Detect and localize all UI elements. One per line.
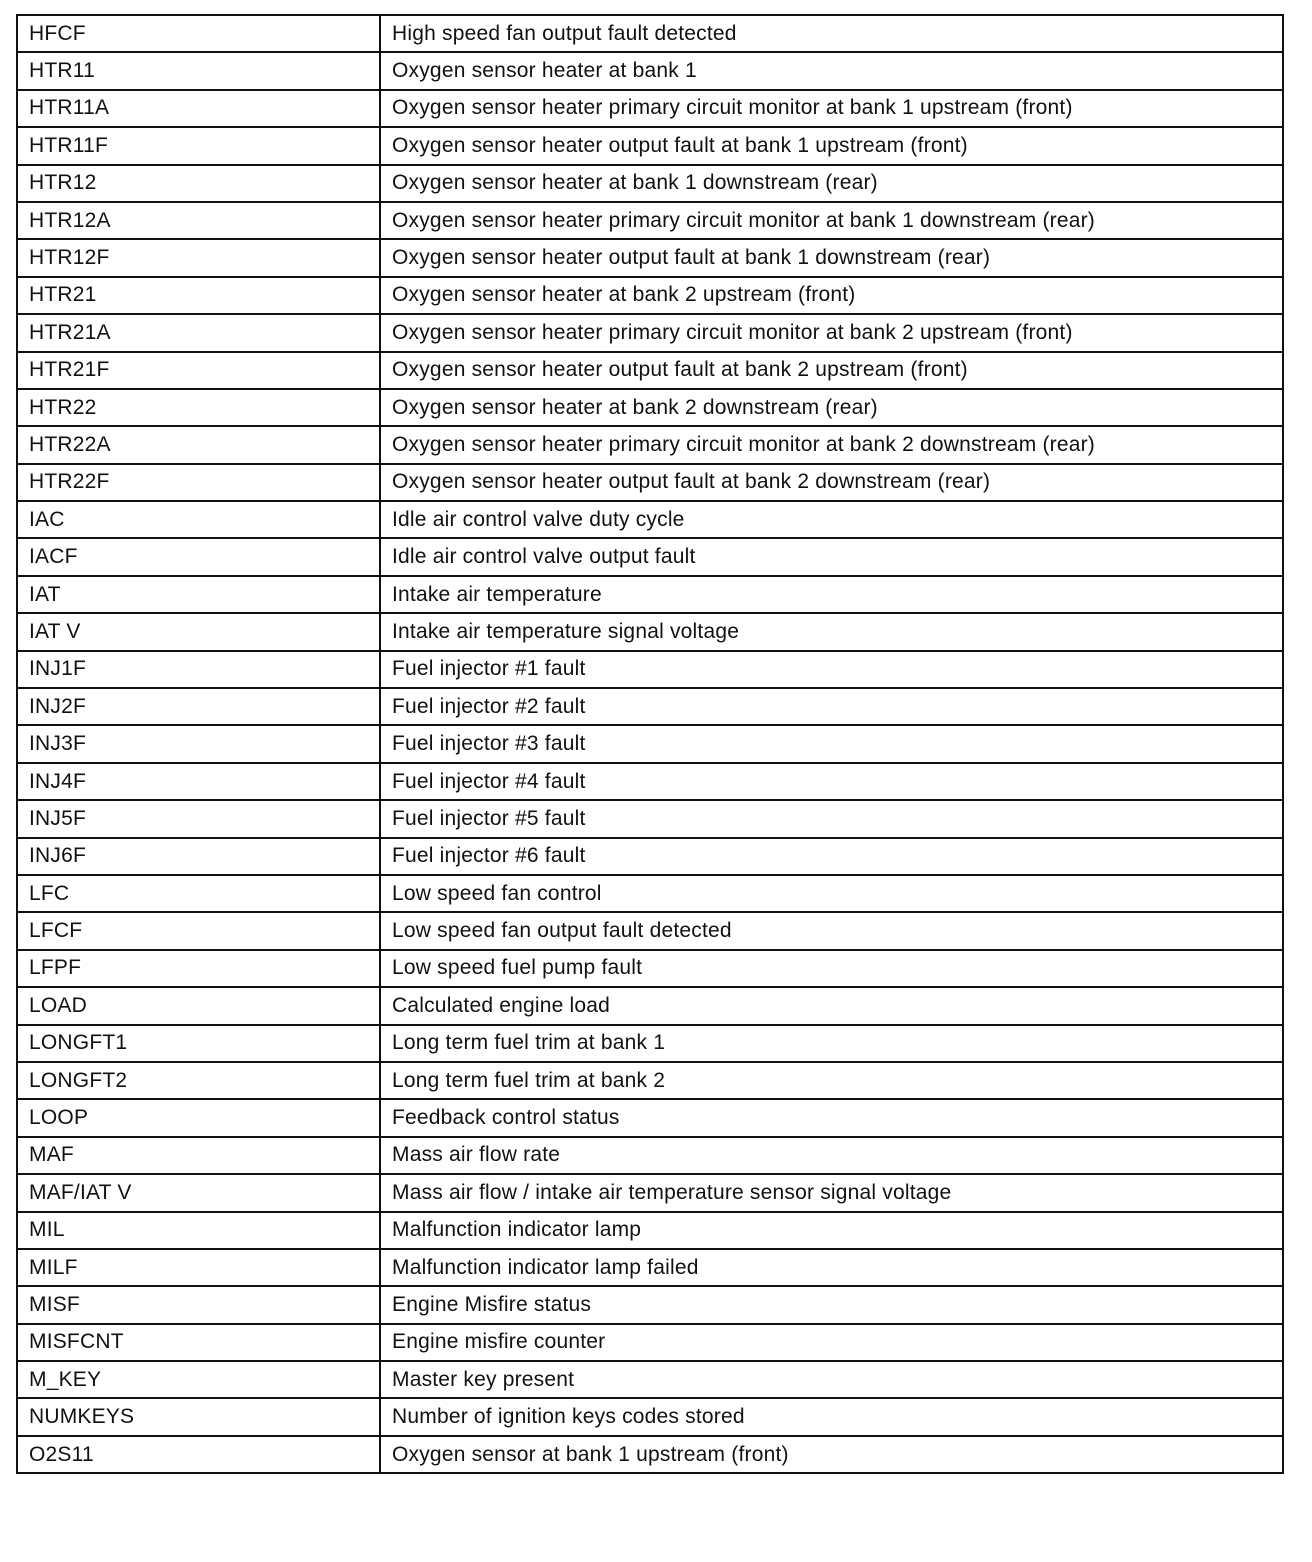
- pid-description-cell: Oxygen sensor heater primary circuit monitor at bank 1 downstream (rear): [380, 202, 1282, 239]
- pid-code-cell: MAF: [18, 1137, 380, 1174]
- pid-description-cell: Long term fuel trim at bank 1: [380, 1025, 1282, 1062]
- table-row: [18, 239, 1282, 276]
- pid-description-cell: Low speed fuel pump fault: [380, 950, 1282, 987]
- table-row: [18, 688, 1282, 725]
- pid-description-cell: Fuel injector #4 fault: [380, 763, 1282, 800]
- pid-description-cell: Long term fuel trim at bank 2: [380, 1062, 1282, 1099]
- table-row: [18, 538, 1282, 575]
- table-row: [18, 277, 1282, 314]
- pid-code-cell: HTR11: [18, 52, 380, 89]
- pid-code-cell: O2S11: [18, 1436, 380, 1472]
- table-row: [18, 1062, 1282, 1099]
- pid-code-cell: IAT V: [18, 613, 380, 650]
- table-row: [18, 1286, 1282, 1323]
- pid-description-cell: Oxygen sensor heater primary circuit monitor at bank 2 downstream (rear): [380, 426, 1282, 463]
- pid-code-cell: MISFCNT: [18, 1324, 380, 1361]
- pid-description-cell: Oxygen sensor heater output fault at bank 2 downstream (rear): [380, 464, 1282, 501]
- pid-code-cell: HTR22: [18, 389, 380, 426]
- table-row: [18, 1361, 1282, 1398]
- pid-code-cell: INJ2F: [18, 688, 380, 725]
- table-row: [18, 1324, 1282, 1361]
- pid-description-cell: Oxygen sensor heater output fault at bank 1 upstream (front): [380, 127, 1282, 164]
- pid-description-cell: Oxygen sensor heater at bank 2 downstream (rear): [380, 389, 1282, 426]
- pid-description-cell: Oxygen sensor heater output fault at bank 1 downstream (rear): [380, 239, 1282, 276]
- pid-code-cell: HTR21: [18, 277, 380, 314]
- pid-description-cell: Oxygen sensor heater at bank 1: [380, 52, 1282, 89]
- pid-description-cell: Mass air flow / intake air temperature sensor signal voltage: [380, 1174, 1282, 1211]
- pid-code-cell: HTR21F: [18, 352, 380, 389]
- pid-description-cell: Fuel injector #2 fault: [380, 688, 1282, 725]
- pid-code-cell: HTR22A: [18, 426, 380, 463]
- pid-code-cell: HTR12F: [18, 239, 380, 276]
- table-row: [18, 1249, 1282, 1286]
- table-row: [18, 464, 1282, 501]
- pid-code-cell: HTR22F: [18, 464, 380, 501]
- pid-code-cell: INJ1F: [18, 651, 380, 688]
- pid-code-cell: LFC: [18, 875, 380, 912]
- pid-code-cell: INJ5F: [18, 800, 380, 837]
- pid-definition-table: [18, 16, 1282, 1472]
- pid-description-cell: Idle air control valve duty cycle: [380, 501, 1282, 538]
- pid-definition-table-frame: [16, 14, 1284, 1474]
- pid-description-cell: Low speed fan output fault detected: [380, 912, 1282, 949]
- pid-description-cell: Oxygen sensor at bank 1 upstream (front): [380, 1436, 1282, 1472]
- pid-description-cell: Engine misfire counter: [380, 1324, 1282, 1361]
- table-row: [18, 1025, 1282, 1062]
- pid-description-cell: Idle air control valve output fault: [380, 538, 1282, 575]
- table-row: [18, 987, 1282, 1024]
- pid-description-cell: Malfunction indicator lamp: [380, 1212, 1282, 1249]
- pid-description-cell: Mass air flow rate: [380, 1137, 1282, 1174]
- pid-description-cell: Master key present: [380, 1361, 1282, 1398]
- pid-code-cell: LOOP: [18, 1099, 380, 1136]
- pid-code-cell: IAC: [18, 501, 380, 538]
- pid-code-cell: NUMKEYS: [18, 1398, 380, 1435]
- table-row: [18, 352, 1282, 389]
- pid-code-cell: MAF/IAT V: [18, 1174, 380, 1211]
- pid-code-cell: HTR12: [18, 165, 380, 202]
- table-row: [18, 875, 1282, 912]
- table-row: [18, 800, 1282, 837]
- pid-code-cell: M_KEY: [18, 1361, 380, 1398]
- pid-code-cell: MILF: [18, 1249, 380, 1286]
- pid-description-cell: Malfunction indicator lamp failed: [380, 1249, 1282, 1286]
- pid-description-cell: Fuel injector #1 fault: [380, 651, 1282, 688]
- table-row: [18, 838, 1282, 875]
- table-row: [18, 202, 1282, 239]
- pid-description-cell: Intake air temperature signal voltage: [380, 613, 1282, 650]
- table-row: [18, 1137, 1282, 1174]
- pid-code-cell: INJ3F: [18, 725, 380, 762]
- pid-code-cell: HTR11F: [18, 127, 380, 164]
- table-row: [18, 725, 1282, 762]
- pid-code-cell: HFCF: [18, 16, 380, 52]
- pid-code-cell: LONGFT1: [18, 1025, 380, 1062]
- table-row: [18, 576, 1282, 613]
- table-row: [18, 1174, 1282, 1211]
- table-row: [18, 763, 1282, 800]
- pid-description-cell: Oxygen sensor heater at bank 2 upstream (front): [380, 277, 1282, 314]
- pid-code-cell: HTR21A: [18, 314, 380, 351]
- pid-description-cell: Intake air temperature: [380, 576, 1282, 613]
- pid-code-cell: IAT: [18, 576, 380, 613]
- table-row: [18, 165, 1282, 202]
- table-row: [18, 314, 1282, 351]
- pid-code-cell: LONGFT2: [18, 1062, 380, 1099]
- pid-description-cell: Calculated engine load: [380, 987, 1282, 1024]
- table-row: [18, 1212, 1282, 1249]
- pid-code-cell: LFPF: [18, 950, 380, 987]
- pid-description-cell: Number of ignition keys codes stored: [380, 1398, 1282, 1435]
- pid-description-cell: Fuel injector #6 fault: [380, 838, 1282, 875]
- table-row: [18, 127, 1282, 164]
- pid-code-cell: MIL: [18, 1212, 380, 1249]
- pid-description-cell: Oxygen sensor heater output fault at bank 2 upstream (front): [380, 352, 1282, 389]
- pid-description-cell: Fuel injector #5 fault: [380, 800, 1282, 837]
- pid-code-cell: INJ4F: [18, 763, 380, 800]
- pid-description-cell: Engine Misfire status: [380, 1286, 1282, 1323]
- pid-code-cell: IACF: [18, 538, 380, 575]
- table-row: [18, 950, 1282, 987]
- pid-code-cell: INJ6F: [18, 838, 380, 875]
- pid-description-cell: Oxygen sensor heater at bank 1 downstream (rear): [380, 165, 1282, 202]
- table-row: [18, 651, 1282, 688]
- pid-description-cell: Oxygen sensor heater primary circuit monitor at bank 2 upstream (front): [380, 314, 1282, 351]
- table-row: [18, 389, 1282, 426]
- table-row: [18, 1099, 1282, 1136]
- table-row: [18, 501, 1282, 538]
- table-row: [18, 16, 1282, 52]
- table-row: [18, 52, 1282, 89]
- pid-code-cell: LOAD: [18, 987, 380, 1024]
- table-row: [18, 1398, 1282, 1435]
- table-row: [18, 613, 1282, 650]
- pid-code-cell: HTR12A: [18, 202, 380, 239]
- pid-description-cell: Low speed fan control: [380, 875, 1282, 912]
- table-row: [18, 90, 1282, 127]
- table-body: [18, 16, 1282, 1472]
- table-row: [18, 426, 1282, 463]
- pid-code-cell: MISF: [18, 1286, 380, 1323]
- pid-code-cell: LFCF: [18, 912, 380, 949]
- pid-description-cell: Fuel injector #3 fault: [380, 725, 1282, 762]
- pid-description-cell: High speed fan output fault detected: [380, 16, 1282, 52]
- table-row: [18, 1436, 1282, 1472]
- pid-description-cell: Oxygen sensor heater primary circuit monitor at bank 1 upstream (front): [380, 90, 1282, 127]
- pid-description-cell: Feedback control status: [380, 1099, 1282, 1136]
- table-row: [18, 912, 1282, 949]
- pid-code-cell: HTR11A: [18, 90, 380, 127]
